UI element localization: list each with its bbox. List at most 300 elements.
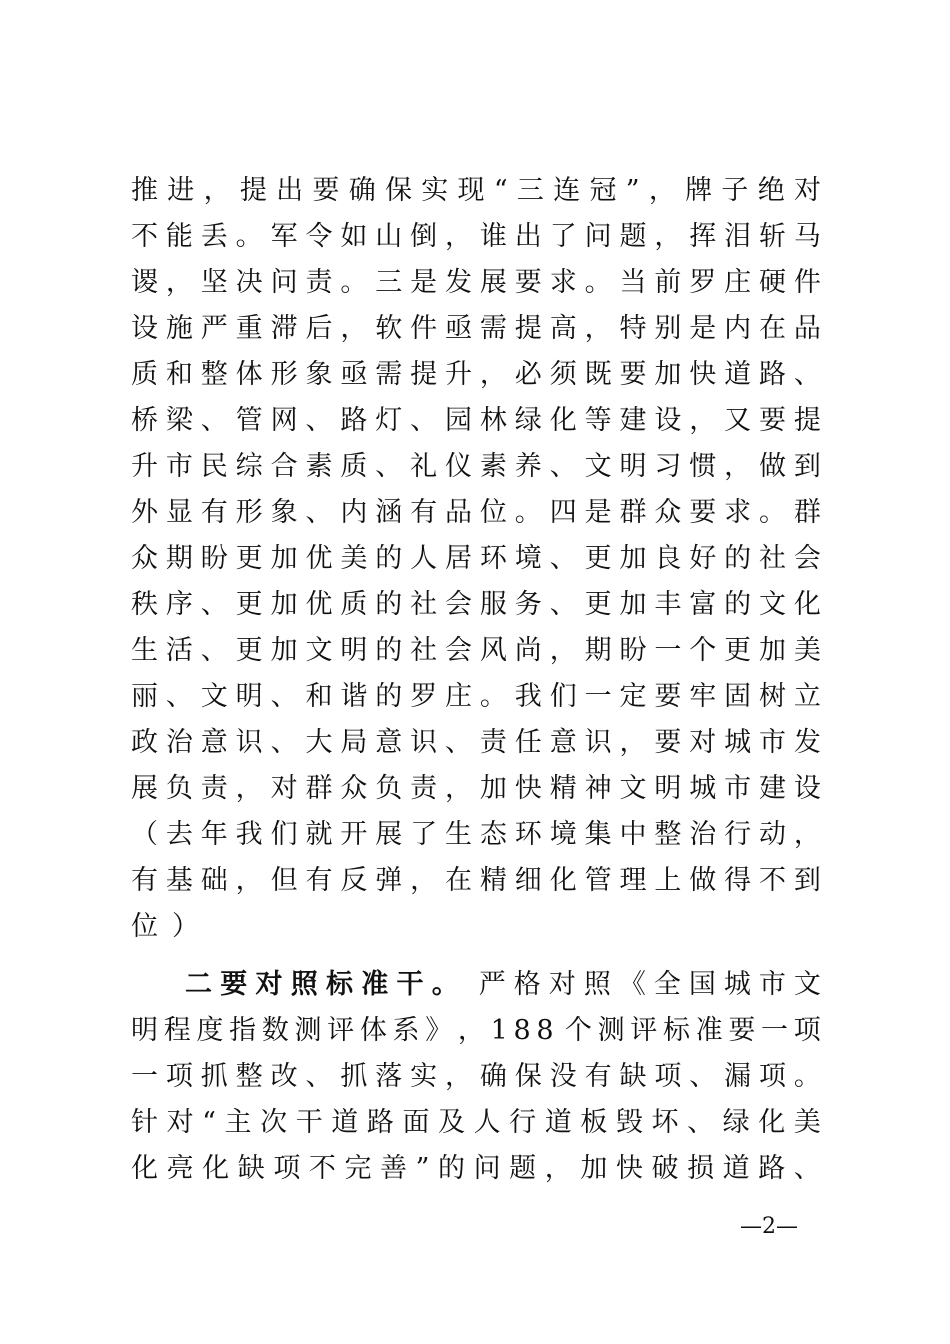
char: 加 bbox=[270, 589, 298, 620]
char: ， bbox=[544, 1153, 572, 1184]
char: “ bbox=[493, 175, 508, 206]
char: 提 bbox=[239, 175, 267, 206]
char: 我 bbox=[235, 819, 263, 850]
char: 识 bbox=[235, 727, 263, 758]
char: 的 bbox=[375, 635, 403, 666]
char: 罗 bbox=[410, 681, 438, 712]
char: 内 bbox=[340, 497, 368, 528]
char: 问 bbox=[473, 1153, 501, 1184]
char: 等 bbox=[584, 405, 612, 436]
char: 提 bbox=[793, 405, 821, 436]
char: 测 bbox=[597, 1015, 625, 1046]
char: 山 bbox=[375, 221, 403, 252]
char: 市 bbox=[759, 727, 787, 758]
char: 明 bbox=[340, 635, 368, 666]
text-line bbox=[131, 812, 821, 858]
char: 任 bbox=[514, 727, 542, 758]
char: 但 bbox=[270, 865, 298, 896]
char: 升 bbox=[131, 451, 158, 482]
char: 对 bbox=[793, 175, 821, 206]
char: 显 bbox=[165, 497, 193, 528]
char: 问 bbox=[584, 221, 612, 252]
paragraph-gap bbox=[131, 950, 821, 962]
char: 冠 bbox=[589, 175, 617, 206]
char: 局 bbox=[340, 727, 368, 758]
char: 前 bbox=[654, 267, 682, 298]
char: 落 bbox=[375, 1061, 403, 1092]
char: 到 bbox=[793, 451, 821, 482]
char: 民 bbox=[200, 451, 228, 482]
char: 质 bbox=[340, 589, 368, 620]
char: 文 bbox=[793, 969, 821, 1000]
char: 谐 bbox=[340, 681, 368, 712]
char: 社 bbox=[759, 543, 787, 574]
char: 不 bbox=[131, 221, 158, 252]
char: 文 bbox=[759, 589, 787, 620]
char: 更 bbox=[584, 589, 612, 620]
char: 发 bbox=[445, 267, 473, 298]
char: 、 bbox=[200, 405, 228, 436]
char: 会 bbox=[793, 543, 821, 574]
char: 滞 bbox=[270, 313, 298, 344]
char: 加 bbox=[270, 635, 298, 666]
char: 林 bbox=[479, 405, 507, 436]
char: 。 bbox=[584, 267, 612, 298]
char: 需 bbox=[375, 359, 403, 390]
char: 设 bbox=[793, 773, 821, 804]
char: 品 bbox=[793, 313, 821, 344]
text-line bbox=[131, 490, 821, 536]
char: 化 bbox=[202, 1153, 230, 1184]
char: 改 bbox=[270, 1061, 298, 1092]
char: 设 bbox=[131, 313, 158, 344]
char: 好 bbox=[689, 543, 717, 574]
char: 环 bbox=[514, 819, 542, 850]
char: 要 bbox=[728, 1015, 756, 1046]
char: 明 bbox=[131, 1015, 158, 1046]
char: 斩 bbox=[759, 221, 787, 252]
char: 有 bbox=[200, 497, 228, 528]
char: 、 bbox=[793, 359, 821, 390]
char: 基 bbox=[165, 865, 193, 896]
char: 象 bbox=[270, 497, 298, 528]
char: 更 bbox=[584, 543, 612, 574]
char: 严 bbox=[478, 969, 506, 1000]
char: 要 bbox=[654, 681, 682, 712]
char: 管 bbox=[235, 405, 263, 436]
char: 快 bbox=[689, 359, 717, 390]
text-line bbox=[131, 168, 821, 214]
char: 化 bbox=[549, 865, 577, 896]
char: 、 bbox=[375, 451, 403, 482]
char: 城 bbox=[689, 773, 717, 804]
char: 我 bbox=[514, 681, 542, 712]
char: 更 bbox=[235, 589, 263, 620]
char: 须 bbox=[549, 359, 577, 390]
char: 人 bbox=[473, 1107, 501, 1138]
char: 更 bbox=[235, 543, 263, 574]
char: 准 bbox=[695, 1015, 723, 1046]
char: 。 bbox=[431, 969, 459, 1000]
char: 是 bbox=[584, 497, 612, 528]
char: 众 bbox=[654, 497, 682, 528]
char: 照 bbox=[583, 969, 611, 1000]
char: 庄 bbox=[445, 681, 473, 712]
char: 出 bbox=[276, 175, 304, 206]
char: 进 bbox=[167, 175, 195, 206]
char: 三 bbox=[516, 175, 544, 206]
char: 做 bbox=[759, 451, 787, 482]
char: 评 bbox=[327, 1015, 355, 1046]
char: 破 bbox=[651, 1153, 679, 1184]
char: 必 bbox=[514, 359, 542, 390]
char: 在 bbox=[445, 865, 473, 896]
char: 。 bbox=[759, 497, 787, 528]
char: 、 bbox=[165, 681, 193, 712]
char: 精 bbox=[479, 865, 507, 896]
char: 确 bbox=[479, 1061, 507, 1092]
char: 马 bbox=[793, 221, 821, 252]
char: 责 bbox=[305, 267, 333, 298]
char: ， bbox=[340, 313, 368, 344]
char: 社 bbox=[410, 635, 438, 666]
paragraph-2 bbox=[131, 962, 821, 1192]
char: 个 bbox=[689, 635, 717, 666]
char: 人 bbox=[410, 543, 438, 574]
char: 度 bbox=[196, 1015, 224, 1046]
char: 别 bbox=[654, 313, 682, 344]
char: 大 bbox=[305, 727, 333, 758]
char: 。 bbox=[479, 681, 507, 712]
char: 础 bbox=[200, 865, 228, 896]
char: 项 bbox=[654, 1061, 682, 1092]
char: 内 bbox=[724, 313, 752, 344]
char: 建 bbox=[759, 773, 787, 804]
char: 桥 bbox=[131, 405, 158, 436]
char: 没 bbox=[549, 1061, 577, 1092]
char: 善 bbox=[380, 1153, 408, 1184]
char: 风 bbox=[479, 635, 507, 666]
char: 化 bbox=[758, 1107, 786, 1138]
page-number: —2— bbox=[740, 1214, 798, 1239]
char: 质 bbox=[340, 451, 368, 482]
char: 快 bbox=[615, 1153, 643, 1184]
char: 绝 bbox=[757, 175, 785, 206]
char: 面 bbox=[402, 1107, 430, 1138]
char: 一 bbox=[654, 635, 682, 666]
char: 个 bbox=[564, 1015, 592, 1046]
char: 梁 bbox=[165, 405, 193, 436]
char: 》 bbox=[425, 1015, 453, 1046]
char: 坚 bbox=[200, 267, 228, 298]
char: 严 bbox=[200, 313, 228, 344]
char: 如 bbox=[340, 221, 368, 252]
char: 管 bbox=[584, 865, 612, 896]
char: 治 bbox=[689, 819, 717, 850]
char: 文 bbox=[619, 773, 647, 804]
text-line bbox=[131, 1146, 821, 1192]
char: 合 bbox=[270, 451, 298, 482]
char: 仪 bbox=[445, 451, 473, 482]
char: 是 bbox=[689, 313, 717, 344]
char: 1 bbox=[490, 1015, 508, 1046]
char: 众 bbox=[340, 773, 368, 804]
char: 外 bbox=[131, 497, 158, 528]
char: 态 bbox=[479, 819, 507, 850]
char: ， bbox=[410, 865, 438, 896]
char: 件 bbox=[793, 267, 821, 298]
char: 有 bbox=[131, 865, 158, 896]
char: 群 bbox=[305, 773, 333, 804]
char: 道 bbox=[722, 1153, 750, 1184]
char: 立 bbox=[793, 681, 821, 712]
char: 了 bbox=[549, 221, 577, 252]
char: 后 bbox=[305, 313, 333, 344]
char: 素 bbox=[305, 451, 333, 482]
char: ， bbox=[584, 313, 612, 344]
char: 城 bbox=[723, 969, 751, 1000]
char: 、 bbox=[305, 405, 333, 436]
char: 惯 bbox=[689, 451, 717, 482]
char: 生 bbox=[445, 819, 473, 850]
char: ， bbox=[654, 221, 682, 252]
char: 市 bbox=[724, 773, 752, 804]
char: 形 bbox=[235, 497, 263, 528]
char: 次 bbox=[260, 1107, 288, 1138]
char: 责 bbox=[200, 773, 228, 804]
char: 8 bbox=[536, 1015, 554, 1046]
char: 路 bbox=[758, 1153, 786, 1184]
text-line bbox=[131, 352, 821, 398]
char: 定 bbox=[619, 681, 647, 712]
char: 全 bbox=[653, 969, 681, 1000]
char: 软 bbox=[375, 313, 403, 344]
char: 丰 bbox=[654, 589, 682, 620]
char: 抓 bbox=[200, 1061, 228, 1092]
char: 庄 bbox=[724, 267, 752, 298]
char: 对 bbox=[166, 1107, 194, 1138]
char: 境 bbox=[549, 819, 577, 850]
char: 体 bbox=[235, 359, 263, 390]
char: 高 bbox=[549, 313, 577, 344]
char: 不 bbox=[308, 1153, 336, 1184]
char: 准 bbox=[361, 969, 389, 1000]
char: 谡 bbox=[131, 267, 158, 298]
char: 优 bbox=[305, 589, 333, 620]
char: 习 bbox=[654, 451, 682, 482]
char: 三 bbox=[375, 267, 403, 298]
char: 施 bbox=[165, 313, 193, 344]
char: 军 bbox=[270, 221, 298, 252]
char: 反 bbox=[340, 865, 368, 896]
char: 居 bbox=[445, 543, 473, 574]
char: 《 bbox=[618, 969, 646, 1000]
char: 责 bbox=[410, 773, 438, 804]
text-line bbox=[131, 720, 821, 766]
char: 有 bbox=[410, 497, 438, 528]
text-line bbox=[131, 1008, 821, 1054]
char: 缺 bbox=[237, 1153, 265, 1184]
char: 集 bbox=[584, 819, 612, 850]
char: 象 bbox=[305, 359, 333, 390]
char: 题 bbox=[509, 1153, 537, 1184]
char: 现 bbox=[457, 175, 485, 206]
char: 测 bbox=[294, 1015, 322, 1046]
char: 既 bbox=[584, 359, 612, 390]
char: 项 bbox=[793, 1015, 821, 1046]
char: 四 bbox=[549, 497, 577, 528]
char: 和 bbox=[165, 359, 193, 390]
char: 损 bbox=[687, 1153, 715, 1184]
char: 程 bbox=[163, 1015, 191, 1046]
char: 弹 bbox=[375, 865, 403, 896]
char: 有 bbox=[584, 1061, 612, 1092]
char: 文 bbox=[305, 635, 333, 666]
char: 尚 bbox=[514, 635, 542, 666]
char: 完 bbox=[344, 1153, 372, 1184]
char: 牌 bbox=[685, 175, 713, 206]
char: 会 bbox=[445, 589, 473, 620]
char: 数 bbox=[261, 1015, 289, 1046]
char: 明 bbox=[235, 681, 263, 712]
char: 亟 bbox=[445, 313, 473, 344]
char: 绿 bbox=[722, 1107, 750, 1138]
char: ， bbox=[445, 773, 473, 804]
char: 的 bbox=[438, 1153, 466, 1184]
char: 、 bbox=[687, 1107, 715, 1138]
char: 负 bbox=[165, 773, 193, 804]
char: 展 bbox=[479, 267, 507, 298]
char: 更 bbox=[724, 635, 752, 666]
char: 。 bbox=[340, 267, 368, 298]
char: 、 bbox=[549, 543, 577, 574]
char: 的 bbox=[375, 589, 403, 620]
char: 盼 bbox=[200, 543, 228, 574]
char: 能 bbox=[165, 221, 193, 252]
char: 良 bbox=[654, 543, 682, 574]
char: 及 bbox=[438, 1107, 466, 1138]
char: 活 bbox=[165, 635, 193, 666]
char: 重 bbox=[235, 313, 263, 344]
char: 境 bbox=[514, 543, 542, 574]
char: 得 bbox=[724, 865, 752, 896]
char: 格 bbox=[513, 969, 541, 1000]
char: 上 bbox=[654, 865, 682, 896]
char: 序 bbox=[165, 589, 193, 620]
char: 标 bbox=[662, 1015, 690, 1046]
char: 连 bbox=[553, 175, 581, 206]
char: 设 bbox=[654, 405, 682, 436]
char: 在 bbox=[759, 313, 787, 344]
text-line bbox=[131, 398, 821, 444]
char: 挥 bbox=[689, 221, 717, 252]
char: 加 bbox=[270, 543, 298, 574]
char: 动 bbox=[759, 819, 787, 850]
char: 意 bbox=[375, 727, 403, 758]
char: 倒 bbox=[410, 221, 438, 252]
char: 盼 bbox=[619, 635, 647, 666]
char: 质 bbox=[131, 359, 158, 390]
char: 整 bbox=[200, 359, 228, 390]
char: 一 bbox=[584, 681, 612, 712]
char: 。 bbox=[235, 221, 263, 252]
char: 更 bbox=[235, 635, 263, 666]
text-line bbox=[131, 582, 821, 628]
char: 道 bbox=[544, 1107, 572, 1138]
text-line bbox=[131, 306, 821, 352]
char: 升 bbox=[445, 359, 473, 390]
char: 网 bbox=[270, 405, 298, 436]
char: 加 bbox=[619, 589, 647, 620]
text-line bbox=[131, 536, 821, 582]
indent bbox=[131, 962, 185, 1008]
char: 又 bbox=[724, 405, 752, 436]
char: ” bbox=[625, 175, 640, 206]
char: 二 bbox=[185, 969, 212, 1000]
char: 系 bbox=[392, 1015, 420, 1046]
char: 去 bbox=[165, 819, 193, 850]
char: 评 bbox=[630, 1015, 658, 1046]
text-line: 位） bbox=[131, 911, 213, 942]
text-segment bbox=[479, 962, 821, 1008]
char: 城 bbox=[724, 727, 752, 758]
char: 要 bbox=[619, 359, 647, 390]
char: 识 bbox=[410, 727, 438, 758]
char: 抓 bbox=[340, 1061, 368, 1092]
char: 涵 bbox=[375, 497, 403, 528]
body-text bbox=[131, 168, 821, 1192]
text-line bbox=[131, 1100, 821, 1146]
char: 干 bbox=[396, 969, 424, 1000]
char: 位 bbox=[479, 497, 507, 528]
char: 们 bbox=[549, 681, 577, 712]
char: 项 bbox=[165, 1061, 193, 1092]
char: 加 bbox=[654, 359, 682, 390]
char: 、 bbox=[549, 451, 577, 482]
char: 。 bbox=[514, 497, 542, 528]
char: 生 bbox=[131, 635, 158, 666]
char: 和 bbox=[305, 681, 333, 712]
char: 快 bbox=[514, 773, 542, 804]
char: 、 bbox=[305, 1061, 333, 1092]
char: 缺 bbox=[619, 1061, 647, 1092]
char: ， bbox=[648, 175, 676, 206]
char: 实 bbox=[421, 175, 449, 206]
char: 化 bbox=[549, 405, 577, 436]
char: ， bbox=[203, 175, 231, 206]
char: 对 bbox=[689, 727, 717, 758]
char: 美 bbox=[793, 635, 821, 666]
char: 中 bbox=[619, 819, 647, 850]
char: 治 bbox=[165, 727, 193, 758]
char: 、 bbox=[689, 1061, 717, 1092]
char: 了 bbox=[410, 819, 438, 850]
char: 标 bbox=[326, 969, 353, 1000]
char: 形 bbox=[270, 359, 298, 390]
char: 道 bbox=[331, 1107, 359, 1138]
char: 的 bbox=[375, 543, 403, 574]
char: 、 bbox=[200, 589, 228, 620]
char: ， bbox=[689, 405, 717, 436]
char: 神 bbox=[584, 773, 612, 804]
char: 罗 bbox=[689, 267, 717, 298]
char: 美 bbox=[793, 1107, 821, 1138]
char: 们 bbox=[270, 819, 298, 850]
char: 展 bbox=[131, 773, 158, 804]
char: 牢 bbox=[689, 681, 717, 712]
char: 当 bbox=[619, 267, 647, 298]
char: 意 bbox=[549, 727, 577, 758]
